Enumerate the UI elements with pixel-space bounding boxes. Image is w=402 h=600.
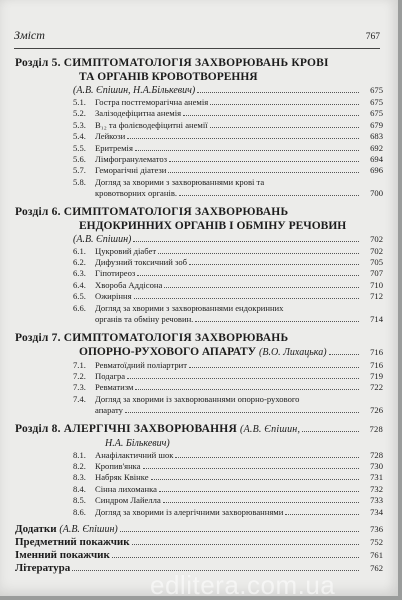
toc-item[interactable]: 5.3. B₁₂ та фолієводефіцитні анемії 679 xyxy=(73,119,383,130)
section-page: 702 xyxy=(370,233,383,244)
toc-item[interactable]: 6.5. Ожиріння 712 xyxy=(73,291,383,302)
toc-item[interactable]: 8.1. Анафілактичний шок 728 xyxy=(73,449,383,460)
toc-appendix[interactable]: Додатки (А.В. Єпішин) 736 xyxy=(15,522,383,535)
toc-subject-index[interactable]: Предметний покажчик 752 xyxy=(15,535,383,548)
section-authors-cont: Н.А. Бількевич) xyxy=(105,437,170,449)
toc-item[interactable]: 7.1. Ревматоїдний поліартрит 716 xyxy=(73,359,383,370)
toc-item[interactable]: 5.1. Гостра постгеморагічна анемія 675 xyxy=(73,97,383,107)
section-label: Розділ 8. xyxy=(15,422,61,435)
toc-section-6 xyxy=(15,205,383,326)
section-title-cont: ТА ОРГАНІВ КРОВОТВОРЕННЯ xyxy=(79,71,258,83)
toc-item[interactable]: 7.2. Подагра 719 xyxy=(73,370,383,381)
toc-item[interactable]: 5.8. Догляд за хворими з захворюваннями крові та кровотворних органів. 700 xyxy=(73,176,383,199)
section-page: 675 xyxy=(370,85,383,95)
section-authors: (В.О. Лихацька) xyxy=(259,346,327,358)
section-title-cont: ЕНДОКРИННИХ ОРГАНІВ І ОБМІНУ РЕЧОВИН xyxy=(79,219,347,232)
toc-item[interactable]: 7.4. Догляд за хворими із захворюваннями опорно-рухового апарату 726 xyxy=(73,393,383,416)
section-page: 716 xyxy=(370,346,383,357)
section-title-cont: ОПОРНО-РУХОВОГО АПАРАТУ xyxy=(79,345,257,358)
header-page-number: 767 xyxy=(365,32,380,42)
toc-item[interactable]: 8.6. Догляд за хворими із алергічними захворюваннями 734 xyxy=(73,506,383,517)
toc-literature[interactable]: Література 762 xyxy=(15,561,383,574)
toc-item[interactable]: 7.3. Ревматизм 722 xyxy=(73,382,383,393)
section-authors: (А.В. Єпішин, Н.А.Бількевич) xyxy=(73,85,196,96)
toc-section-5 xyxy=(15,56,383,200)
toc-item[interactable]: 5.5. Еритремія 692 xyxy=(73,142,383,153)
toc-item[interactable]: 5.7. Геморагічні діатези 696 xyxy=(73,165,383,176)
section-title: СИМПТОМАТОЛОГІЯ ЗАХВОРЮВАНЬ xyxy=(63,205,289,218)
toc-item[interactable]: 6.6. Догляд за хворими з захворюваннями ендокринних органів та обміну речовин. 714 xyxy=(73,302,383,325)
toc-item[interactable]: 8.4. Сінна лихоманка 732 xyxy=(73,483,383,494)
toc-item[interactable]: 8.3. Набряк Квінке 731 xyxy=(73,472,383,483)
section-label: Розділ 7. xyxy=(15,331,61,344)
watermark: edlitera.com.ua xyxy=(150,570,336,596)
toc-item[interactable]: 5.4. Лейкози 683 xyxy=(73,131,383,142)
section-page: 728 xyxy=(369,423,383,434)
toc-item[interactable]: 6.4. Хвороба Аддісона 710 xyxy=(73,279,383,290)
section-label: Розділ 5. xyxy=(15,57,61,69)
section-authors: (А.В. Єпішин) xyxy=(73,233,132,245)
section-title: АЛЕРГІЧНІ ЗАХВОРЮВАННЯ xyxy=(63,422,237,435)
section-label: Розділ 6. xyxy=(15,205,61,218)
page-header xyxy=(14,28,380,49)
section-authors: (А.В. Єпішин, xyxy=(240,423,301,435)
section-title: СИМПТОМАТОЛОГІЯ ЗАХВОРЮВАНЬ xyxy=(63,331,289,344)
toc-item[interactable]: 8.2. Кропив'янка 730 xyxy=(73,460,383,471)
toc-section-8 xyxy=(15,422,383,518)
table-of-contents xyxy=(15,56,383,575)
toc-item[interactable]: 8.5. Синдром Лайелла 733 xyxy=(73,495,383,506)
toc-name-index[interactable]: Іменний покажчик 761 xyxy=(15,548,383,561)
toc-section-7 xyxy=(15,331,383,417)
toc-item[interactable]: 5.6. Лімфогранулематоз 694 xyxy=(73,154,383,165)
toc-item[interactable]: 6.2. Дифузний токсичний зоб 705 xyxy=(73,257,383,268)
header-section-title: Зміст xyxy=(14,28,45,42)
toc-item[interactable]: 6.3. Гіпотиреоз 707 xyxy=(73,268,383,279)
toc-item[interactable]: 5.2. Залізодефіцитна анемія 675 xyxy=(73,108,383,119)
section-title: СИМПТОМАТОЛОГІЯ ЗАХВОРЮВАНЬ КРОВІ xyxy=(63,57,329,69)
toc-item[interactable]: 6.1. Цукровий діабет 702 xyxy=(73,245,383,256)
